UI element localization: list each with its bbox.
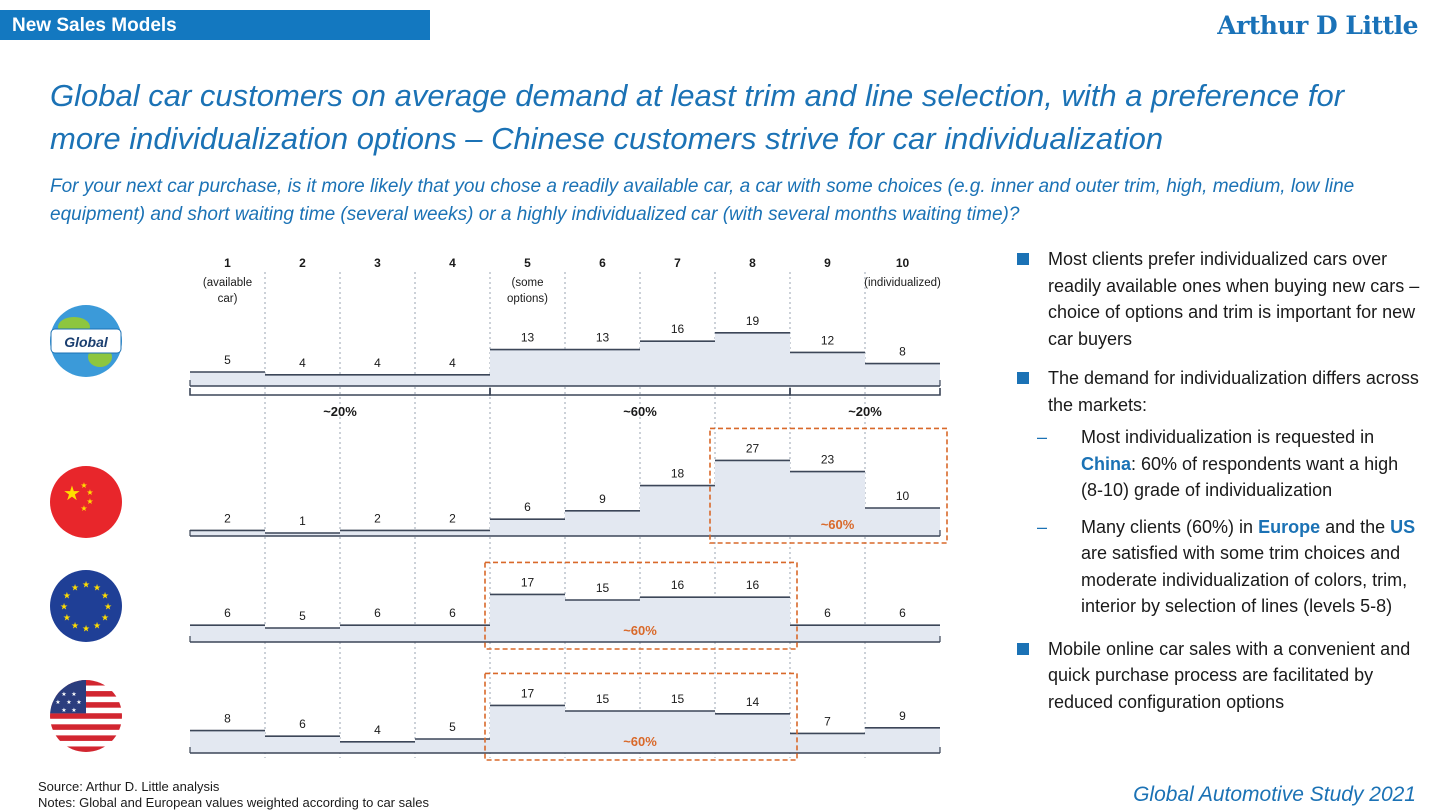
highlight-label: ~60%: [623, 623, 657, 638]
flag-star-icon: ★: [70, 620, 80, 631]
data-label: 5: [299, 609, 306, 623]
category-note: (available: [202, 277, 253, 289]
data-label: 5: [449, 720, 456, 734]
flag-star-icon: ★: [101, 612, 110, 623]
bar: [790, 352, 865, 386]
flag-stripe: [50, 746, 122, 752]
data-label: 27: [745, 441, 760, 456]
data-label: 6: [899, 606, 906, 621]
dash-icon: –: [1037, 427, 1048, 447]
data-label: 8: [899, 344, 906, 359]
bar: [415, 739, 490, 753]
data-label: 15: [595, 692, 610, 706]
flag-star-icon: ★: [70, 582, 80, 593]
bar: [715, 714, 790, 753]
data-label: 6: [224, 606, 231, 621]
notes-text: Notes: Global and European values weighted according to car sales: [38, 795, 429, 810]
flag-star-icon: ★: [66, 700, 72, 706]
flag-star-icon: ★: [62, 590, 71, 601]
bar: [265, 736, 340, 753]
category-label: 2: [299, 256, 306, 270]
bar: [340, 530, 415, 536]
bar: [415, 375, 490, 386]
highlight-label: ~60%: [820, 517, 855, 532]
flag-star-icon: ★: [92, 620, 102, 631]
market-europe: Europe: [1258, 516, 1321, 537]
flag-star-icon: ★: [101, 590, 110, 601]
data-label: 6: [449, 606, 456, 621]
data-label: 6: [824, 606, 831, 621]
flag-star-icon: ★: [92, 582, 102, 593]
finding-subitem: – Many clients (60%) in Europe and the US are satisfied with some trim choices and moderate individualization of colors, trim, interior by selection of lines (levels 5-8): [1015, 514, 1425, 620]
data-label: 9: [599, 491, 606, 506]
market-us: US: [1390, 516, 1416, 537]
bullet-square-icon: [1017, 253, 1029, 265]
category-label: 6: [599, 256, 606, 270]
data-label: 4: [374, 722, 381, 737]
finding-subitem: – Most individualization is requested in China: 60% of respondents want a high (8-10) grade of individualization: [1015, 424, 1425, 504]
data-label: 1: [299, 514, 306, 528]
category-label: 8: [749, 256, 756, 270]
company-logo: Arthur D Little: [1217, 11, 1418, 40]
data-label: 4: [449, 355, 456, 370]
bar: [490, 705, 565, 753]
data-label: 2: [449, 511, 456, 526]
bar: [490, 519, 565, 536]
bar: [490, 350, 565, 386]
data-label: 17: [520, 575, 535, 590]
data-label: 19: [745, 313, 760, 328]
flag-stripe: [50, 735, 122, 741]
bar: [865, 508, 940, 536]
flag-star-icon: ★: [81, 623, 91, 634]
bar: [415, 530, 490, 536]
share-label: ~60%: [623, 404, 657, 419]
data-label: 6: [374, 606, 381, 621]
flag-star-icon: ★: [86, 488, 94, 497]
data-label: 2: [374, 511, 381, 526]
bar: [490, 594, 565, 642]
data-label: 7: [824, 714, 831, 729]
flag-star-icon: ★: [103, 601, 113, 612]
category-label: 1: [224, 256, 231, 270]
flag-star-icon: ★: [61, 708, 67, 714]
category-label: 3: [374, 256, 381, 270]
source-notes: [38, 779, 429, 811]
share-label: ~20%: [848, 404, 882, 419]
category-note: (some: [511, 277, 544, 289]
bar: [190, 530, 265, 536]
flag-star-icon: ★: [81, 579, 91, 590]
bar: [640, 486, 715, 536]
finding-item: [1015, 636, 1425, 716]
flag-star-icon: ★: [80, 481, 88, 490]
source-text: Source: Arthur D. Little analysis: [38, 779, 220, 794]
bar: [865, 625, 940, 642]
finding-item: [1015, 365, 1425, 418]
market-china: China: [1081, 453, 1132, 474]
data-label: 13: [595, 330, 610, 345]
bar: [190, 731, 265, 753]
finding-text: Mobile online car sales with a convenient and quick purchase process are facilitated by reduced configuration options: [1048, 638, 1411, 712]
flag-star-icon: ★: [86, 497, 94, 506]
bullet-square-icon: [1017, 643, 1029, 655]
flag-stripe: [50, 713, 122, 719]
data-label: 14: [745, 694, 760, 709]
bar: [790, 625, 865, 642]
data-label: 6: [524, 500, 531, 515]
data-label: 13: [520, 330, 535, 345]
data-label: 10: [895, 489, 910, 503]
data-label: 4: [374, 355, 381, 370]
dash-icon: –: [1037, 516, 1048, 537]
flag-star-icon: ★: [71, 692, 77, 698]
bar: [340, 625, 415, 642]
flag-star-icon: ★: [61, 692, 67, 698]
finding-text: The demand for individualization differs across the markets:: [1048, 368, 1419, 415]
data-label: 16: [670, 322, 685, 337]
data-label: 16: [670, 578, 685, 593]
finding-text: Most clients prefer individualized cars over readily available ones when buying new cars – choice of options and trim is important for new car buyers: [1048, 249, 1420, 349]
bar: [340, 742, 415, 753]
bar: [865, 728, 940, 753]
bar: [715, 333, 790, 386]
bar: [790, 733, 865, 753]
flag-star-icon: ★: [62, 612, 71, 623]
flag-star-icon: ★: [71, 708, 77, 714]
finding-item: [1015, 246, 1425, 352]
data-label: 12: [820, 333, 835, 348]
category-note: options): [507, 293, 548, 305]
bar: [340, 375, 415, 386]
flag-star-icon: ★: [80, 504, 88, 513]
study-footer: Global Automotive Study 2021: [1133, 783, 1416, 806]
data-label: 2: [224, 511, 231, 526]
data-label: 5: [224, 353, 231, 367]
flag-star-icon: ★: [59, 601, 69, 612]
survey-question: For your next car purchase, is it more likely that you chose a readily available car, a car with some choices (e.g. inner and outer trim, high, medium, low line equipment) and short waiting time (several weeks) or a highly individualized car (with several months waiting time)?: [50, 176, 1355, 225]
data-label: 18: [670, 466, 685, 481]
bullet-square-icon: [1017, 372, 1029, 384]
highlight-label: ~60%: [623, 734, 657, 749]
category-note: (individualized): [864, 277, 941, 289]
category-label: 7: [674, 256, 681, 270]
data-label: 23: [820, 452, 835, 467]
bar: [265, 375, 340, 386]
slide-title: Global car customers on average demand at least trim and line selection, with a preference for more individualization options – Chinese customers strive for car individualization: [50, 78, 1345, 156]
bar: [715, 460, 790, 536]
bar: [190, 372, 265, 386]
category-note: car): [217, 293, 238, 305]
bar: [190, 625, 265, 642]
bar: [565, 511, 640, 536]
data-label: 9: [899, 708, 906, 723]
bar: [640, 341, 715, 386]
flag-star-icon: ★: [63, 483, 81, 505]
data-label: 16: [745, 578, 760, 593]
category-label: 9: [824, 256, 831, 270]
data-label: 15: [595, 581, 610, 595]
data-label: 6: [299, 717, 306, 732]
bar: [565, 350, 640, 386]
global-badge-label: Global: [64, 334, 108, 350]
key-findings: [1015, 246, 1425, 728]
category-label: 5: [524, 256, 531, 270]
data-label: 4: [299, 355, 306, 370]
bar: [265, 628, 340, 642]
data-label: 17: [520, 686, 535, 701]
bar: [415, 625, 490, 642]
data-label: 8: [224, 711, 231, 726]
flag-canton: [50, 680, 86, 713]
flag-star-icon: ★: [55, 700, 61, 706]
flag-star-icon: ★: [76, 700, 82, 706]
data-label: 15: [670, 692, 685, 706]
section-label: New Sales Models: [12, 15, 177, 36]
category-label: 10: [895, 256, 910, 270]
bar: [715, 597, 790, 642]
flag-stripe: [50, 724, 122, 730]
bar: [865, 364, 940, 386]
share-label: ~20%: [323, 404, 357, 419]
category-label: 4: [449, 256, 456, 270]
